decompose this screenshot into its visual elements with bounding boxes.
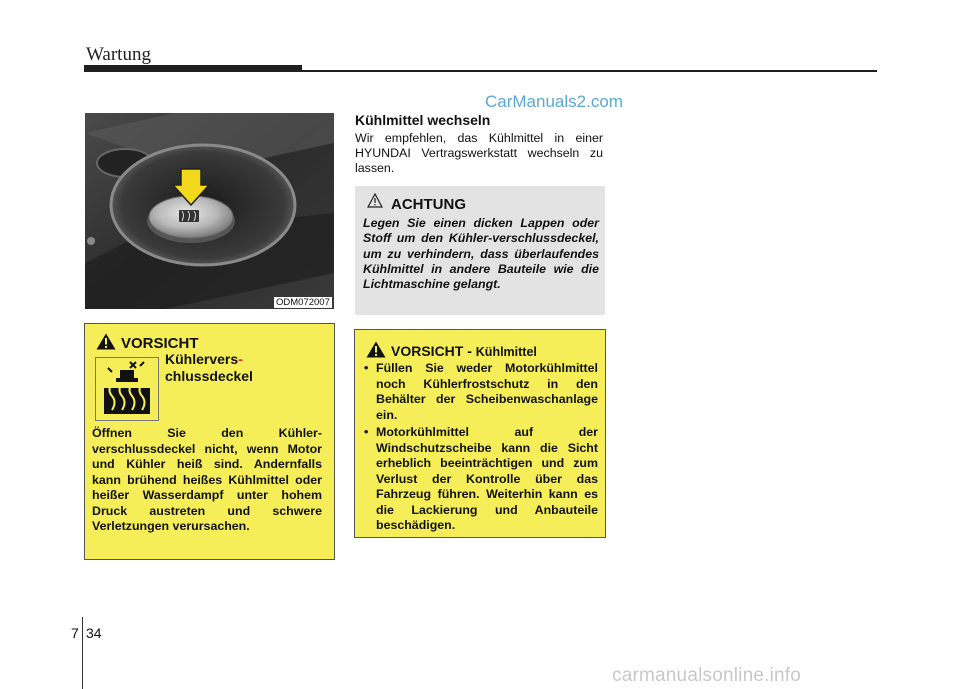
subtitle-part2: chlussdeckel [165,368,253,384]
chapter-number: 7 [71,625,79,641]
warning-triangle-icon [367,193,383,213]
vorsicht-left-subtitle [165,351,253,385]
warning-triangle-filled-icon [96,333,116,355]
hot-radiator-warning-icon [95,357,159,421]
radiator-cap-photo [85,113,334,309]
achtung-title: ACHTUNG [391,196,466,213]
header-rule-thin [302,70,877,72]
header-rule-thick [84,65,302,72]
section-text: Wir empfehlen, das Kühlmittel in einer HYUNDAI Vertragswerkstatt wechseln zu lassen. [355,131,603,175]
page-number: 34 [86,625,102,641]
vorsicht-right-title [391,343,537,359]
subtitle-dash: - [238,351,243,367]
warning-triangle-filled-icon [366,341,386,363]
watermark-link[interactable]: CarManuals2.com [485,92,623,111]
achtung-text: Legen Sie einen dicken Lappen oder Stoff um den Kühler-verschlussdeckel, um zu verhindern, dass überlaufendes Kühlmittel in andere Bauteile wie die Lichtmaschine gelangt. [363,216,599,292]
vorsicht-left-text: Öffnen Sie den Kühler-verschlussdeckel nicht, wenn Motor und Kühler heiß sind. Andernfalls kann brühend heißes Kühlmittel oder heißer Wasserdampf unter hohem Druck austreten und schwere Verletzungen verursachen. [92,426,322,533]
list-item: • Füllen Sie weder Motorkühlmittel noch Kühlerfrostschutz in den Behälter der Scheibenwaschanlage ein. [364,361,598,423]
radiator-cap-illustration [85,113,334,309]
footer-watermark-link[interactable]: carmanualsonline.info [612,665,802,686]
vorsicht-right-title-small: Kühlmittel [475,345,537,359]
page-divider [82,617,83,689]
figure-code: ODM072007 [276,297,330,308]
subtitle-part1: Kühlervers [165,351,239,367]
page-header-title: Wartung [86,44,151,65]
vorsicht-right-title-main: VORSICHT - [391,343,476,359]
section-title: Kühlmittel wechseln [355,112,491,128]
vorsicht-right-list [364,361,598,536]
list-item: • Motorkühlmittel auf der Windschutzscheibe kann die Sicht erheblich beeinträchtigen und zum Verlust der Kontrolle über das Fahrzeug führen. Weiterhin kann es die Lackierung und Anbauteile beschädigen. [364,425,598,534]
vorsicht-left-title: VORSICHT [121,335,199,352]
